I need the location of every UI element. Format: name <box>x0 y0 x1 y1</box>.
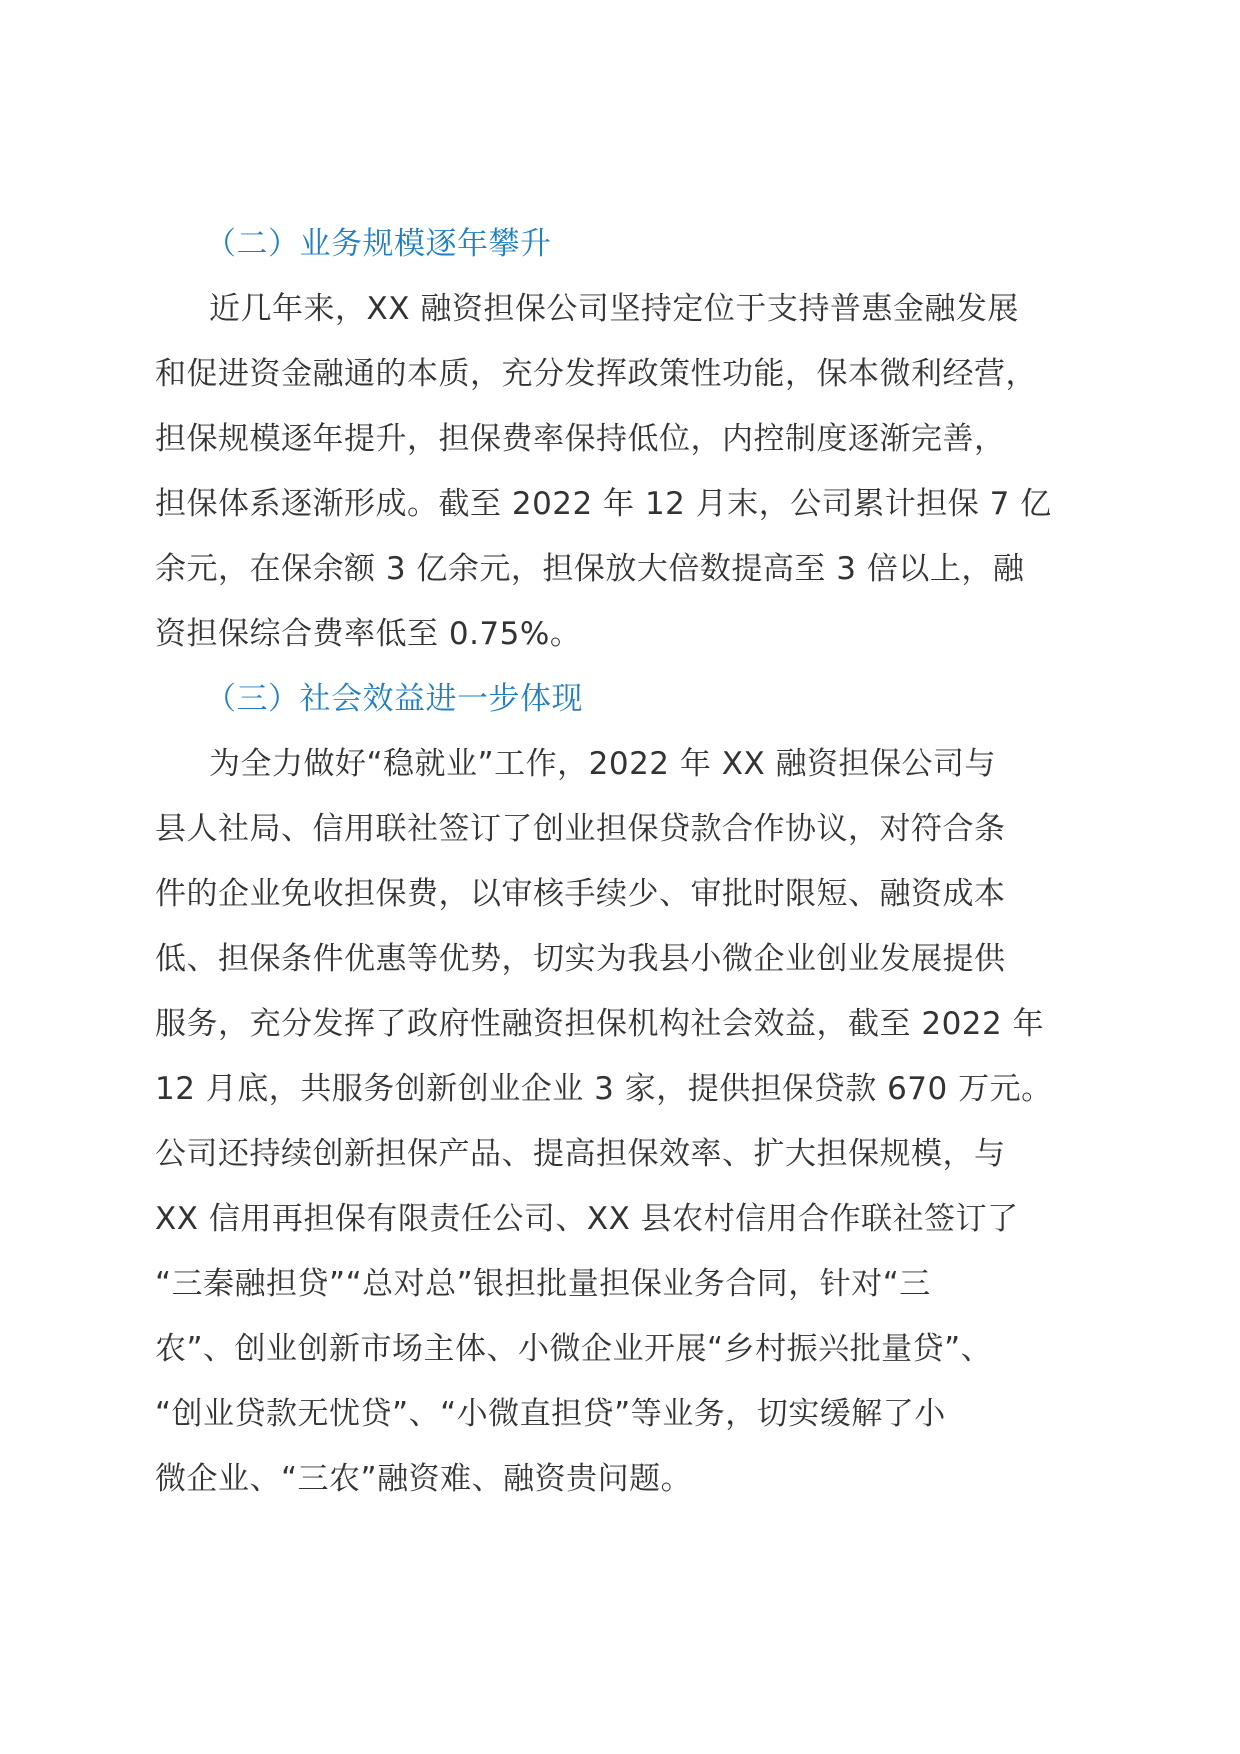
paragraph-line: 服务，充分发挥了政府性融资担保机构社会效益，截至 2022 年 <box>155 1006 1045 1042</box>
paragraph-line: “三秦融担贷”“总对总”银担批量担保业务合同，针对“三 <box>155 1266 931 1302</box>
paragraph-line: 公司还持续创新担保产品、提高担保效率、扩大担保规模，与 <box>155 1136 1006 1172</box>
paragraph-line: “创业贷款无忧贷”、“小微直担贷”等业务，切实缓解了小 <box>155 1396 946 1432</box>
paragraph-line: 担保规模逐年提升，担保费率保持低位，内控制度逐渐完善， <box>155 421 1006 457</box>
paragraph-line: 12 月底，共服务创新创业企业 3 家，提供担保贷款 670 万元。 <box>155 1071 1053 1107</box>
paragraph-line: 农”、创业创新市场主体、小微企业开展“乡村振兴批量贷”、 <box>155 1331 993 1367</box>
paragraph-line: 余元，在保余额 3 亿余元，担保放大倍数提高至 3 倍以上，融 <box>155 551 1025 587</box>
paragraph-business-scale <box>155 277 1095 667</box>
section-heading-business-scale: （二）业务规模逐年攀升 <box>205 226 552 262</box>
paragraph-line: 资担保综合费率低至 0.75%。 <box>155 616 582 652</box>
paragraph-line: 担保体系逐渐形成。截至 2022 年 12 月末，公司累计担保 7 亿 <box>155 486 1052 522</box>
paragraph-line: 县人社局、信用联社签订了创业担保贷款合作协议，对符合条 <box>155 811 1006 847</box>
paragraph-line: 为全力做好“稳就业”工作，2022 年 XX 融资担保公司与 <box>209 746 997 782</box>
paragraph-line: 近几年来，XX 融资担保公司坚持定位于支持普惠金融发展 <box>209 291 1019 327</box>
paragraph-line: 微企业、“三农”融资难、融资贵问题。 <box>155 1461 693 1497</box>
paragraph-line: 和促进资金融通的本质，充分发挥政策性功能，保本微利经营， <box>155 356 1037 392</box>
document-body <box>155 212 1095 1512</box>
paragraph-social-benefits <box>155 732 1095 1512</box>
paragraph-line: XX 信用再担保有限责任公司、XX 县农村信用合作联社签订了 <box>155 1201 1019 1237</box>
paragraph-line: 件的企业免收担保费，以审核手续少、审批时限短、融资成本 <box>155 876 1006 912</box>
paragraph-line: 低、担保条件优惠等优势，切实为我县小微企业创业发展提供 <box>155 941 1006 977</box>
section-heading-social-benefits: （三）社会效益进一步体现 <box>205 681 583 717</box>
